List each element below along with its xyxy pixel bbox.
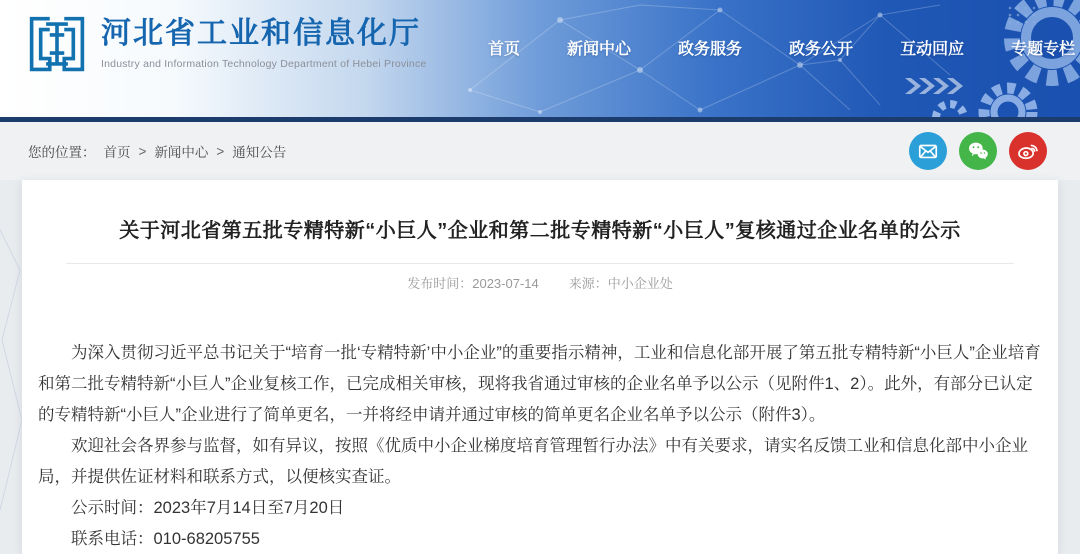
article-paragraph-contact-phone: 联系电话：010-68205755 <box>71 530 260 548</box>
breadcrumb-link-notices[interactable]: 通知公告 <box>232 145 287 160</box>
wechat-icon <box>966 139 990 163</box>
site-header <box>0 0 1080 117</box>
background-pattern-graphic <box>0 180 22 554</box>
site-title: 河北省工业和信息化厅 <box>101 17 421 50</box>
breadcrumb <box>28 141 286 161</box>
envelope-icon <box>917 140 939 162</box>
breadcrumb-link-home[interactable]: 首页 <box>103 145 131 160</box>
breadcrumb-bar <box>0 122 1080 180</box>
article-meta <box>36 273 1044 292</box>
source-label: 来源： <box>568 276 608 291</box>
page-background <box>0 180 1080 554</box>
main-nav <box>488 36 1075 59</box>
hebei-miit-logo-icon <box>28 15 86 73</box>
breadcrumb-prefix: 您的位置： <box>28 145 96 160</box>
source-value: 中小企业处 <box>607 276 673 291</box>
breadcrumb-link-news-center[interactable]: 新闻中心 <box>154 145 209 160</box>
nav-item-home[interactable]: 首页 <box>488 41 521 58</box>
title-separator <box>66 263 1014 264</box>
article-paragraph: 为深入贯彻习近平总书记关于“培育一批‘专精特新’中小企业”的重要指示精神，工业和信息化部开展了第五批专精特新“小巨人”企业培育和第二批专精特新“小巨人”企业复核工作，已完成相关审核，现将我省通过审核的企业名单予以公示（见附件1、2）。此外，有部分已认定的专精特新“小巨人”企业进行了简单更名，一并将经申请并通过审核的简单更名企业名单予以公示（附件3）。 <box>38 344 1041 424</box>
article-title: 关于河北省第五批专精特新“小巨人”企业和第二批专精特新“小巨人”复核通过企业名单的公示 <box>119 220 961 242</box>
chevron-pattern-graphic <box>905 78 963 94</box>
social-share-icons <box>909 132 1047 170</box>
nav-item-interaction[interactable]: 互动回应 <box>900 41 965 58</box>
nav-item-special-topics[interactable]: 专题专栏 <box>1011 41 1076 58</box>
publish-date-label: 发布时间： <box>407 276 473 291</box>
site-subtitle: Industry and Information Technology Department of Hebei Province <box>101 58 427 70</box>
breadcrumb-separator: > <box>138 143 147 159</box>
email-share-button[interactable] <box>909 132 947 170</box>
nav-item-news-center[interactable]: 新闻中心 <box>567 41 632 58</box>
breadcrumb-separator: > <box>216 143 225 159</box>
weibo-share-button[interactable] <box>1009 132 1047 170</box>
site-logo[interactable] <box>28 15 426 73</box>
nav-item-government-services[interactable]: 政务服务 <box>678 41 743 58</box>
article-paragraph: 欢迎社会各界参与监督，如有异议，按照《优质中小企业梯度培育管理暂行办法》中有关要求，请实名反馈工业和信息化部中小企业局，并提供佐证材料和联系方式，以便核实查证。 <box>38 437 1028 486</box>
article-card <box>22 180 1058 554</box>
dot-grid-graphic <box>1009 7 1036 24</box>
article-body <box>36 338 1044 554</box>
network-dots-graphic <box>468 8 883 115</box>
wechat-share-button[interactable] <box>959 132 997 170</box>
article-paragraph-publicity-period: 公示时间：2023年7月14日至7月20日 <box>71 499 345 517</box>
publish-date-value: 2023-07-14 <box>472 276 539 291</box>
weibo-icon <box>1016 139 1040 163</box>
nav-item-information-disclosure[interactable]: 政务公开 <box>789 41 854 58</box>
